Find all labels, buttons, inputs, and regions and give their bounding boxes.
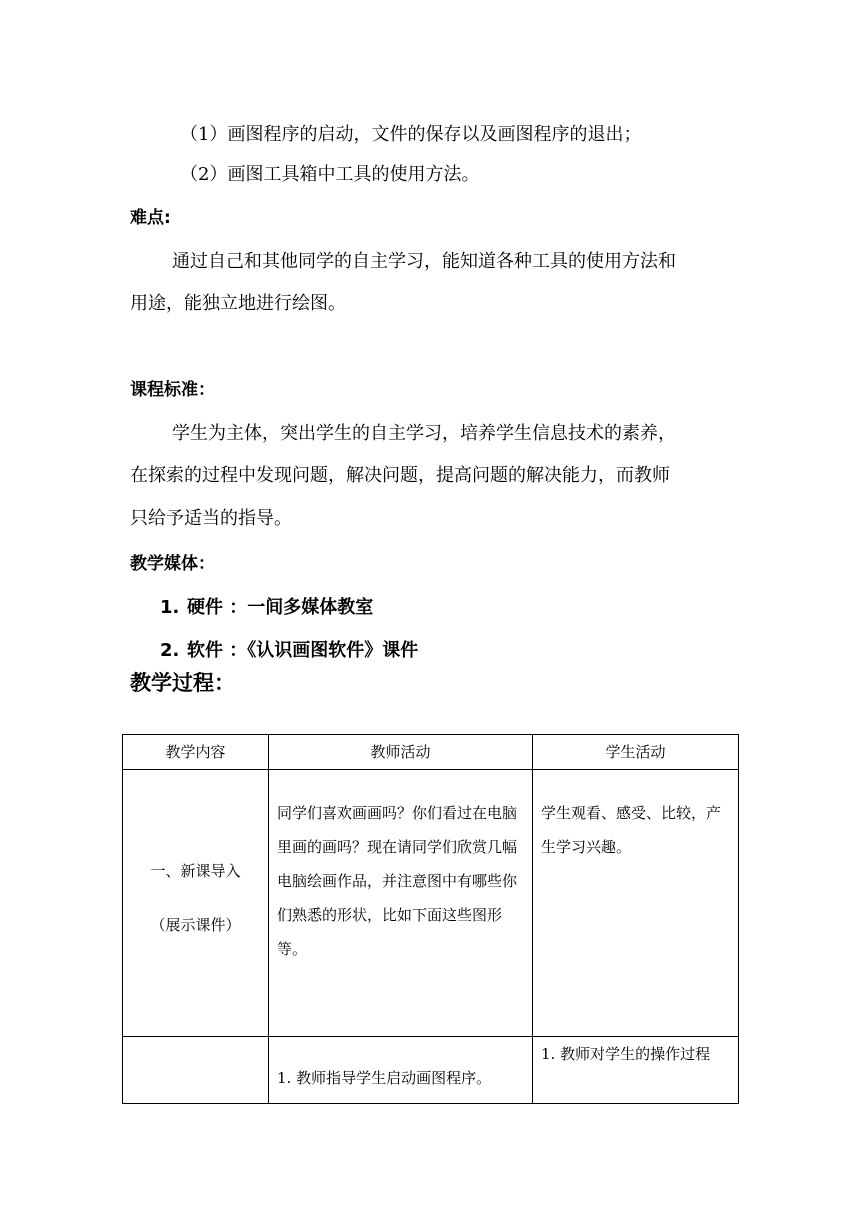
media-heading: 教学媒体： — [130, 554, 215, 574]
row2-student-cell — [533, 1037, 739, 1104]
process-heading: 教学过程： — [130, 671, 235, 695]
difficulty-heading: 难点: — [130, 208, 171, 228]
media-item-2-number: 2. — [160, 640, 180, 661]
row2-content-cell — [123, 1037, 269, 1104]
header-content: 教学内容 — [123, 735, 269, 770]
row2-student-text: 1. 教师对学生的操作过程 — [541, 1045, 711, 1063]
row1-student-text: 学生观看、感受、比较，产生学习兴趣。 — [541, 804, 722, 856]
table-header-row — [123, 735, 739, 770]
row1-student-cell — [533, 770, 739, 1037]
standard-line-1: 学生为主体，突出学生的自主学习，培养学生信息技术的素养， — [172, 423, 676, 444]
table-row — [123, 1037, 739, 1104]
media-item-1-text: 硬件 ：一间多媒体教室 — [187, 597, 374, 618]
media-item-1-number: 1. — [160, 597, 180, 618]
teaching-process-table — [122, 734, 739, 1104]
header-teacher-activity: 教师活动 — [269, 735, 533, 770]
difficulty-line-2: 用途，能独立地进行绘图。 — [130, 293, 346, 314]
row1-teacher-cell — [269, 770, 533, 1037]
row1-content-cell — [123, 770, 269, 1037]
key-point-1: （1）画图程序的启动，文件的保存以及画图程序的退出； — [180, 124, 642, 145]
row1-teacher-text: 同学们喜欢画画吗？你们看过在电脑里画的画吗？现在请同学们欣赏几幅电脑绘画作品，并注意图中有哪些你们熟悉的形状，比如下面这些图形等。 — [277, 804, 518, 958]
table-row — [123, 770, 739, 1037]
key-point-2: （2）画图工具箱中工具的使用方法。 — [180, 164, 480, 185]
standard-line-2: 在探索的过程中发现问题，解决问题，提高问题的解决能力，而教师 — [130, 465, 670, 486]
row2-teacher-cell — [269, 1037, 533, 1104]
difficulty-line-1: 通过自己和其他同学的自主学习，能知道各种工具的使用方法和 — [172, 251, 676, 272]
header-student-activity: 学生活动 — [533, 735, 739, 770]
row1-content-line2: （展示课件） — [150, 916, 241, 934]
row2-teacher-text: 1. 教师指导学生启动画图程序。 — [277, 1069, 492, 1087]
standard-line-3: 只给予适当的指导。 — [130, 508, 292, 529]
standard-heading: 课程标准： — [130, 380, 215, 400]
row1-content-line1: 一、新课导入 — [150, 862, 241, 880]
media-item-2-text: 软件 ：《认识画图软件》课件 — [187, 640, 419, 661]
